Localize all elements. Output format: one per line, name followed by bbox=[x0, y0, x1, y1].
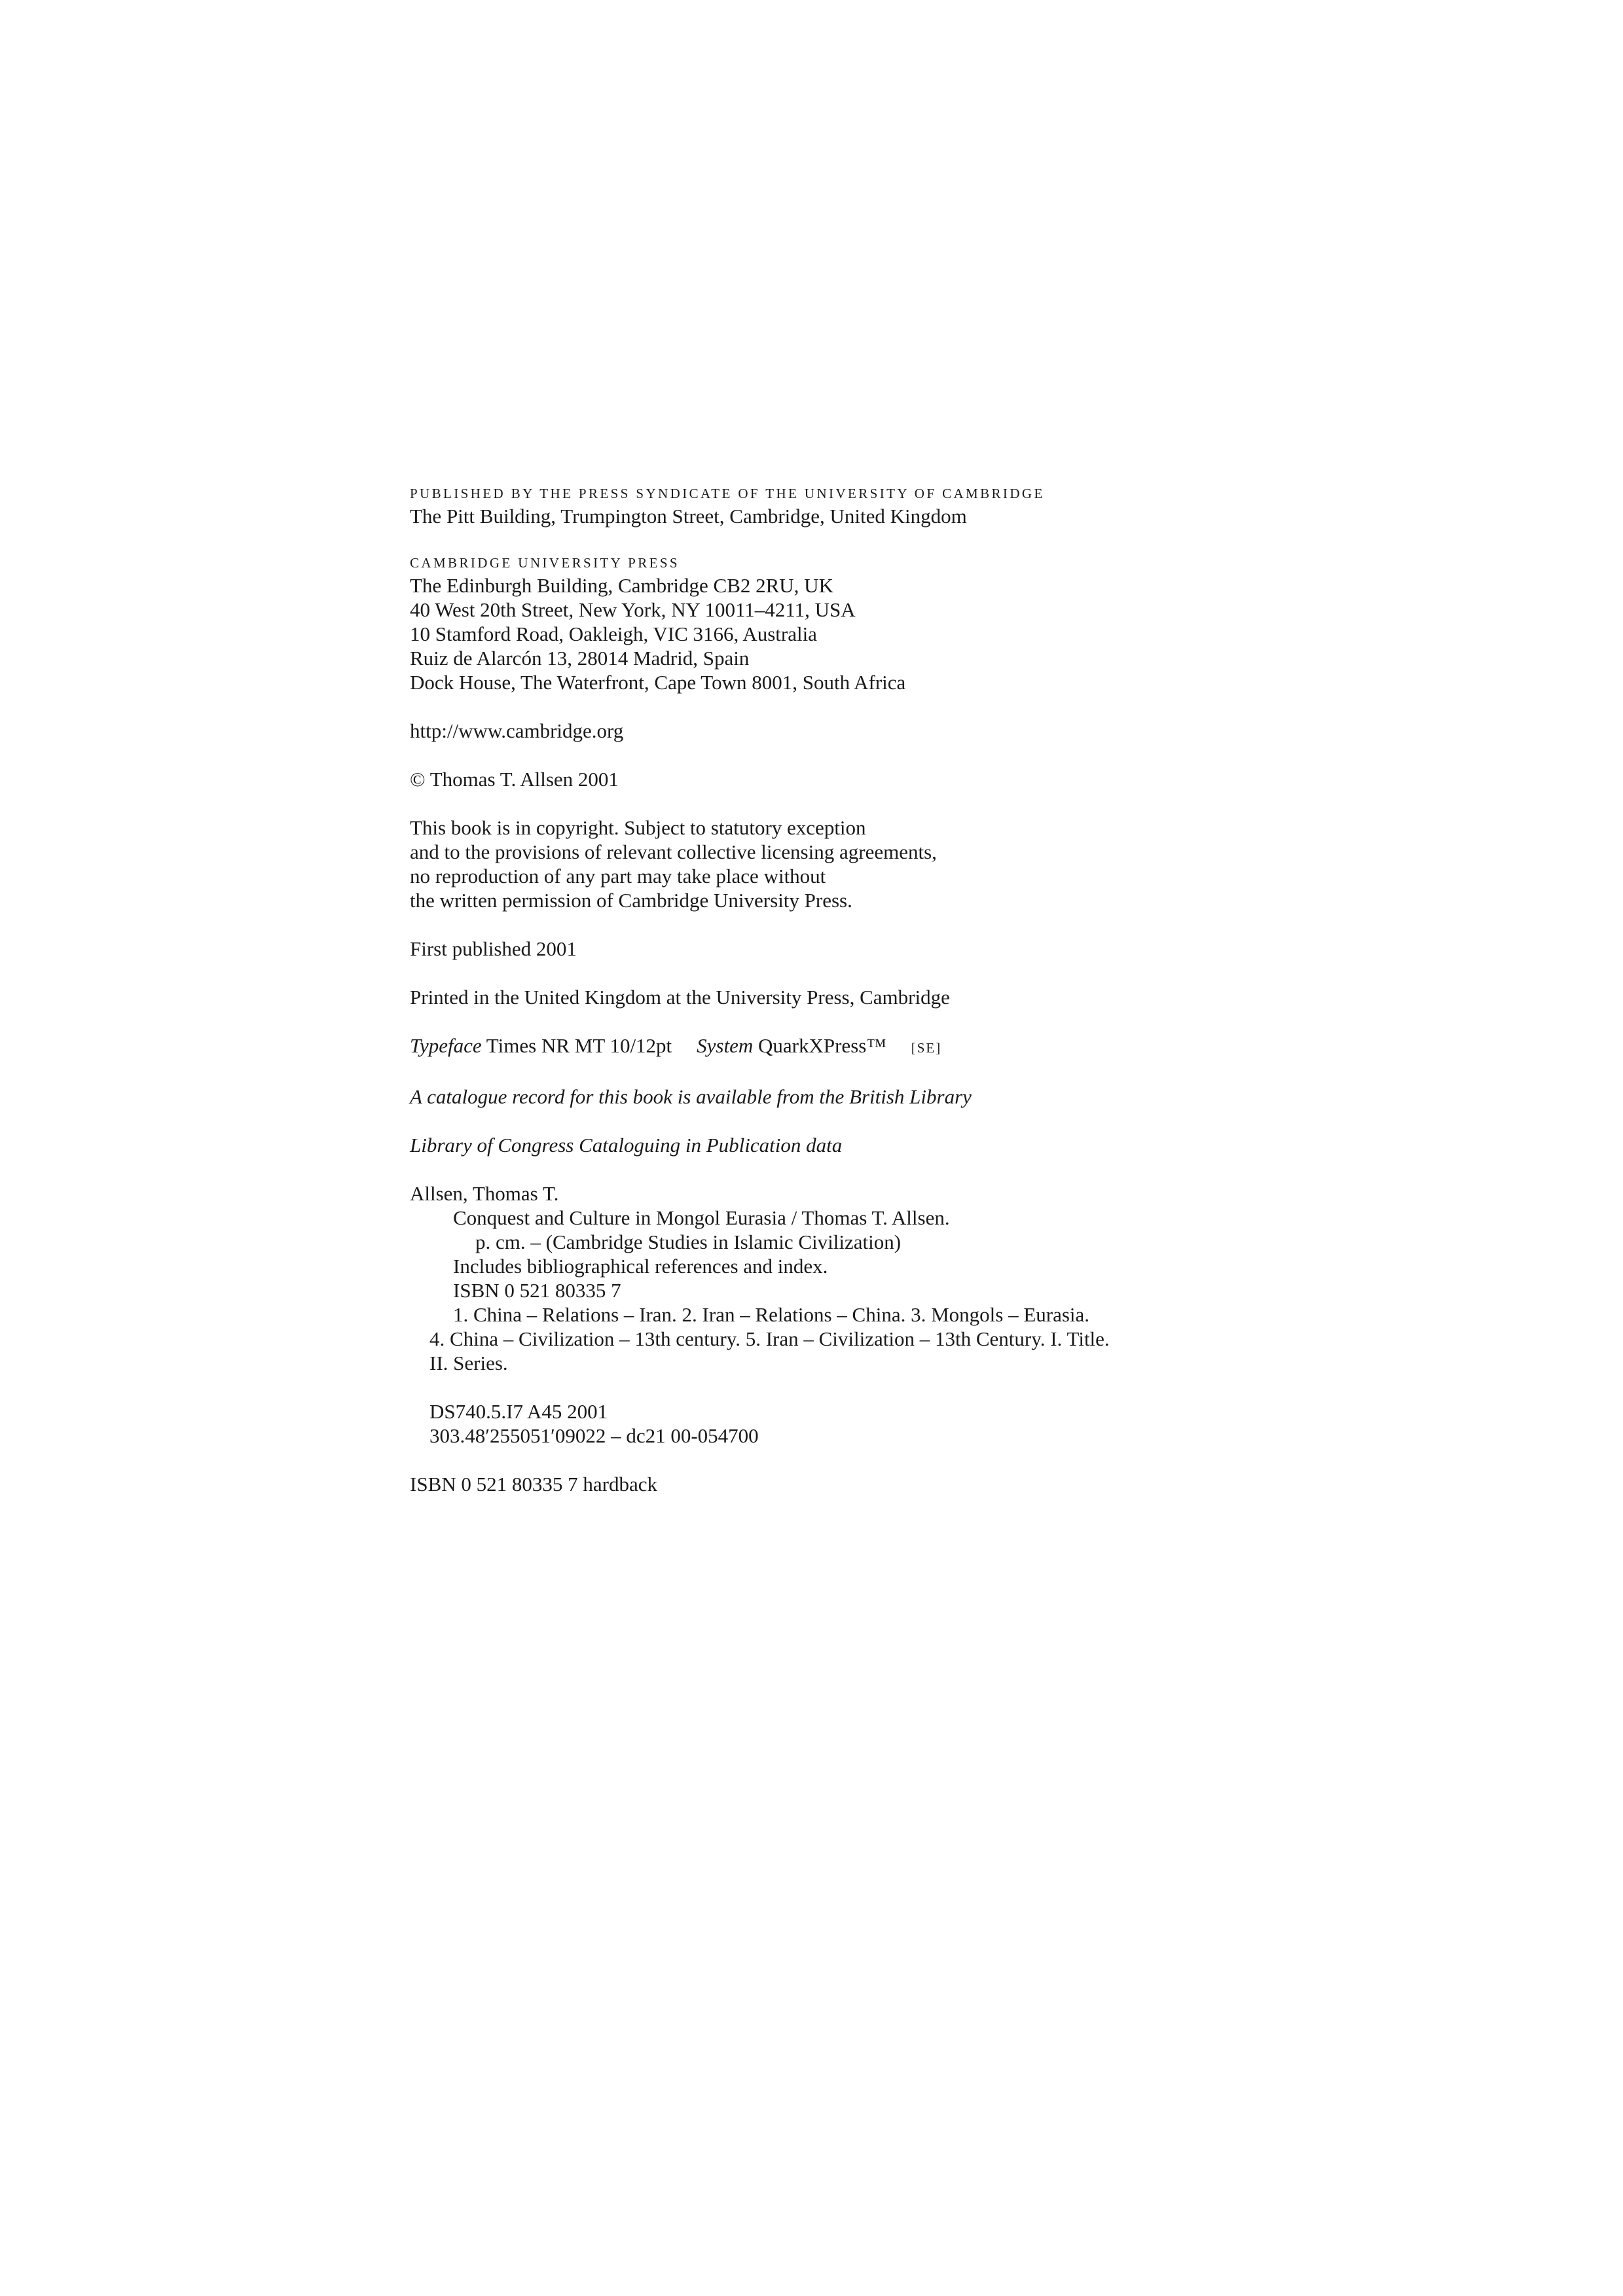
typeface-value: Times NR MT 10/12pt bbox=[486, 1034, 672, 1057]
typesetter-code: [SE] bbox=[911, 1040, 942, 1056]
catalogue-block bbox=[410, 1085, 1261, 1109]
website-url[interactable]: http://www.cambridge.org bbox=[410, 719, 624, 742]
syndicate-heading: PUBLISHED BY THE PRESS SYNDICATE OF THE UNIVERSITY OF CAMBRIDGE bbox=[410, 486, 1045, 501]
dewey-number: 303.48′255051′09022 – dc21 00-054700 bbox=[429, 1424, 759, 1447]
cip-includes: Includes bibliographical references and index. bbox=[453, 1255, 828, 1278]
printed-line: Printed in the United Kingdom at the University Press, Cambridge bbox=[410, 986, 950, 1009]
cip-block bbox=[410, 1181, 1261, 1375]
copyright-block bbox=[410, 767, 1261, 791]
press-address: Ruiz de Alarcón 13, 28014 Madrid, Spain bbox=[410, 647, 750, 670]
printed-block bbox=[410, 985, 1261, 1009]
system-label: System bbox=[697, 1034, 754, 1057]
typeface-label: Typeface bbox=[410, 1034, 482, 1057]
cip-isbn: ISBN 0 521 80335 7 bbox=[453, 1279, 621, 1302]
press-block bbox=[410, 552, 1261, 694]
notice-line: the written permission of Cambridge University Press. bbox=[410, 889, 852, 912]
copyright-notice bbox=[410, 816, 1261, 912]
cip-subjects: 1. China – Relations – Iran. 2. Iran – Relations – China. 3. Mongols – Eurasia. bbox=[453, 1303, 1090, 1326]
press-address: Dock House, The Waterfront, Cape Town 8001, South Africa bbox=[410, 671, 906, 694]
press-address: The Edinburgh Building, Cambridge CB2 2RU, UK bbox=[410, 574, 833, 597]
first-published: First published 2001 bbox=[410, 937, 577, 960]
notice-line: This book is in copyright. Subject to statutory exception bbox=[410, 816, 866, 839]
copyright-page bbox=[410, 483, 1261, 1520]
classification-block bbox=[410, 1399, 1261, 1448]
call-number: DS740.5.I7 A45 2001 bbox=[429, 1400, 608, 1423]
press-address: 40 West 20th Street, New York, NY 10011–4211, USA bbox=[410, 598, 856, 621]
isbn-final: ISBN 0 521 80335 7 hardback bbox=[410, 1473, 657, 1496]
notice-line: and to the provisions of relevant collective licensing agreements, bbox=[410, 840, 937, 863]
syndicate-address: The Pitt Building, Trumpington Street, Cambridge, United Kingdom bbox=[410, 505, 967, 528]
cip-subjects: 4. China – Civilization – 13th century. 5. Iran – Civilization – 13th Century. I. Title. bbox=[429, 1327, 1110, 1350]
typeface-line bbox=[410, 1033, 1261, 1060]
isbn-block bbox=[410, 1472, 1261, 1496]
system-value: QuarkXPress™ bbox=[758, 1034, 886, 1057]
press-address: 10 Stamford Road, Oakleigh, VIC 3166, Australia bbox=[410, 622, 817, 645]
loc-block bbox=[410, 1133, 1261, 1157]
press-heading: CAMBRIDGE UNIVERSITY PRESS bbox=[410, 555, 680, 571]
cip-series: p. cm. – (Cambridge Studies in Islamic Civilization) bbox=[475, 1230, 902, 1253]
cip-author: Allsen, Thomas T. bbox=[410, 1182, 559, 1205]
notice-line: no reproduction of any part may take place without bbox=[410, 865, 826, 888]
catalogue-record: A catalogue record for this book is available from the British Library bbox=[410, 1085, 972, 1108]
loc-heading: Library of Congress Cataloguing in Publication data bbox=[410, 1134, 843, 1157]
copyright-line: © Thomas T. Allsen 2001 bbox=[410, 768, 619, 791]
website-block bbox=[410, 719, 1261, 743]
syndicate-block bbox=[410, 483, 1261, 528]
cip-subjects: II. Series. bbox=[429, 1352, 508, 1374]
first-published-block bbox=[410, 937, 1261, 961]
cip-title: Conquest and Culture in Mongol Eurasia / Thomas T. Allsen. bbox=[453, 1206, 950, 1229]
typeface-block bbox=[410, 1033, 1261, 1060]
